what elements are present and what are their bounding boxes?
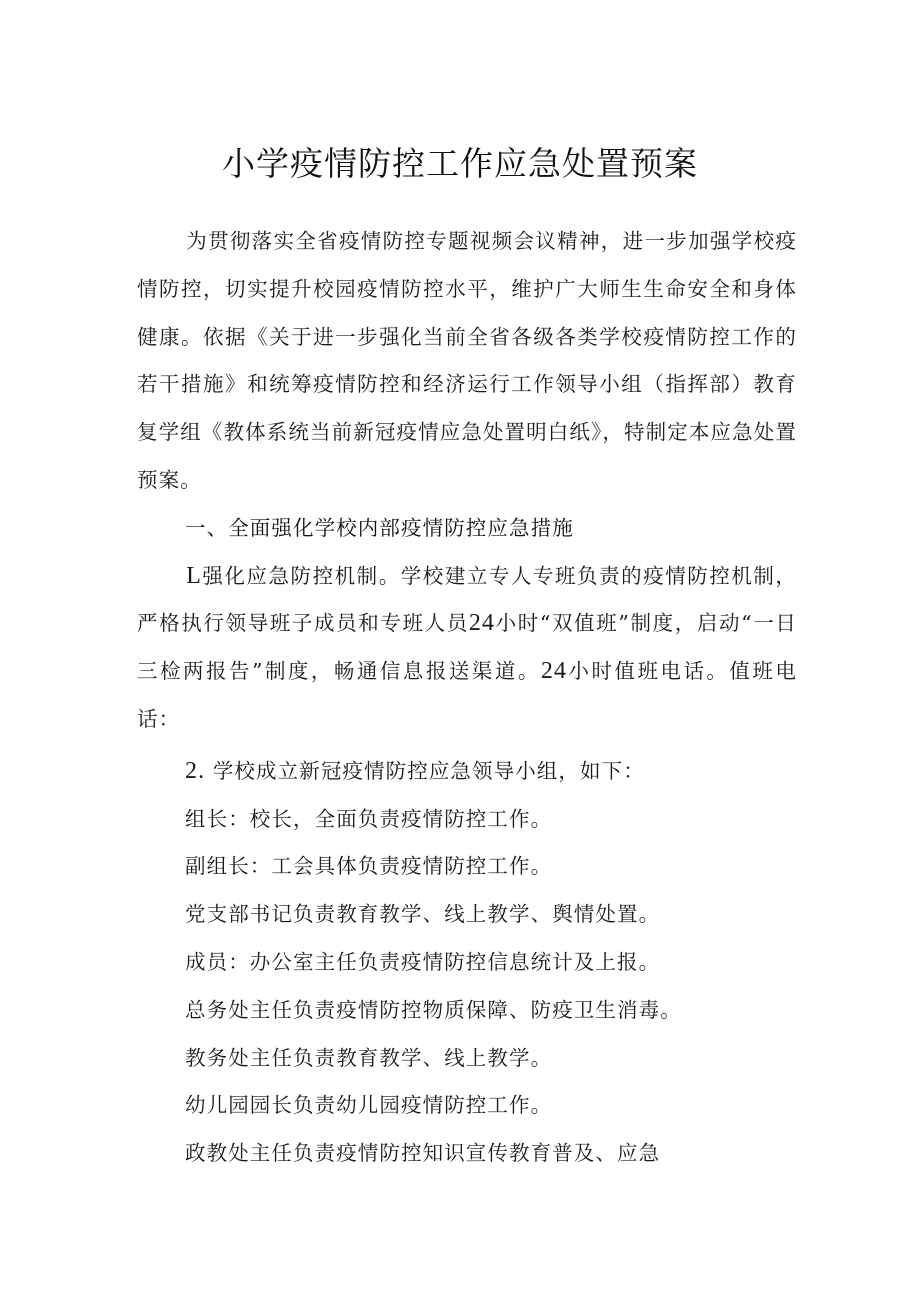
intro-paragraph: 为贯彻落实全省疫情防控专题视频会议精神，进一步加强学校疫情防控，切实提升校园疫情防控水平，维护广大师生生命安全和身体健康。依据《关于进一步强化当前全省各级各类学校疫情防控工作的若干措施》和统筹疫情防控和经济运行工作领导小组（指挥部）教育复学组《教体系统当前新冠疫情应急处置明白纸》，特制定本应急处置预案。 — [137, 229, 797, 492]
member-line-office: 成员：办公室主任负责疫情防控信息统计及上报。 — [185, 949, 661, 974]
item-2-text: 学校成立新冠疫情防控应急领导小组，如下： — [212, 758, 645, 783]
item-1-text-a: 强化应急防控机制。学校建立专人专班负责的疫情防控机制，严格执行领导班子成员和专班人员 — [137, 563, 797, 636]
item-1-text-c: 小时值班电话。值班电话： — [137, 659, 798, 731]
member-line-deputy: 副组长：工会具体负责疫情防控工作。 — [185, 854, 553, 879]
item-1-paragraph — [137, 553, 797, 744]
member-line-academic-affairs: 教务处主任负责教育教学、线上教学。 — [185, 1045, 553, 1070]
member-line-leader: 组长：校长，全面负责疫情防控工作。 — [185, 806, 553, 831]
member-line-political-education: 政教处主任负责疫情防控知识宣传教育普及、应急 — [185, 1141, 661, 1166]
member-line-general-affairs: 总务处主任负责疫情防控物质保障、防疫卫生消毒。 — [185, 997, 682, 1022]
document-title: 小学疫情防控工作应急处置预案 — [222, 144, 698, 183]
item-2-paragraph — [137, 748, 797, 796]
item-1-text-b: 小时“双值班”制度，启动“一日三检两报告”制度，畅通信息报送渠道。 — [137, 611, 797, 684]
member-line-party-secretary: 党支部书记负责教育教学、线上教学、舆情处置。 — [185, 902, 661, 927]
member-line-kindergarten: 幼儿园园长负责幼儿园疫情防控工作。 — [185, 1093, 553, 1118]
item-1-number-b: 24 — [540, 658, 568, 685]
document-body — [137, 218, 797, 1178]
item-2-marker: 2. — [185, 757, 206, 784]
section-1-heading: 一、全面强化学校内部疫情防控应急措施 — [185, 515, 574, 540]
item-1-number-a: 24 — [468, 610, 496, 637]
item-1-marker: L — [186, 562, 202, 589]
